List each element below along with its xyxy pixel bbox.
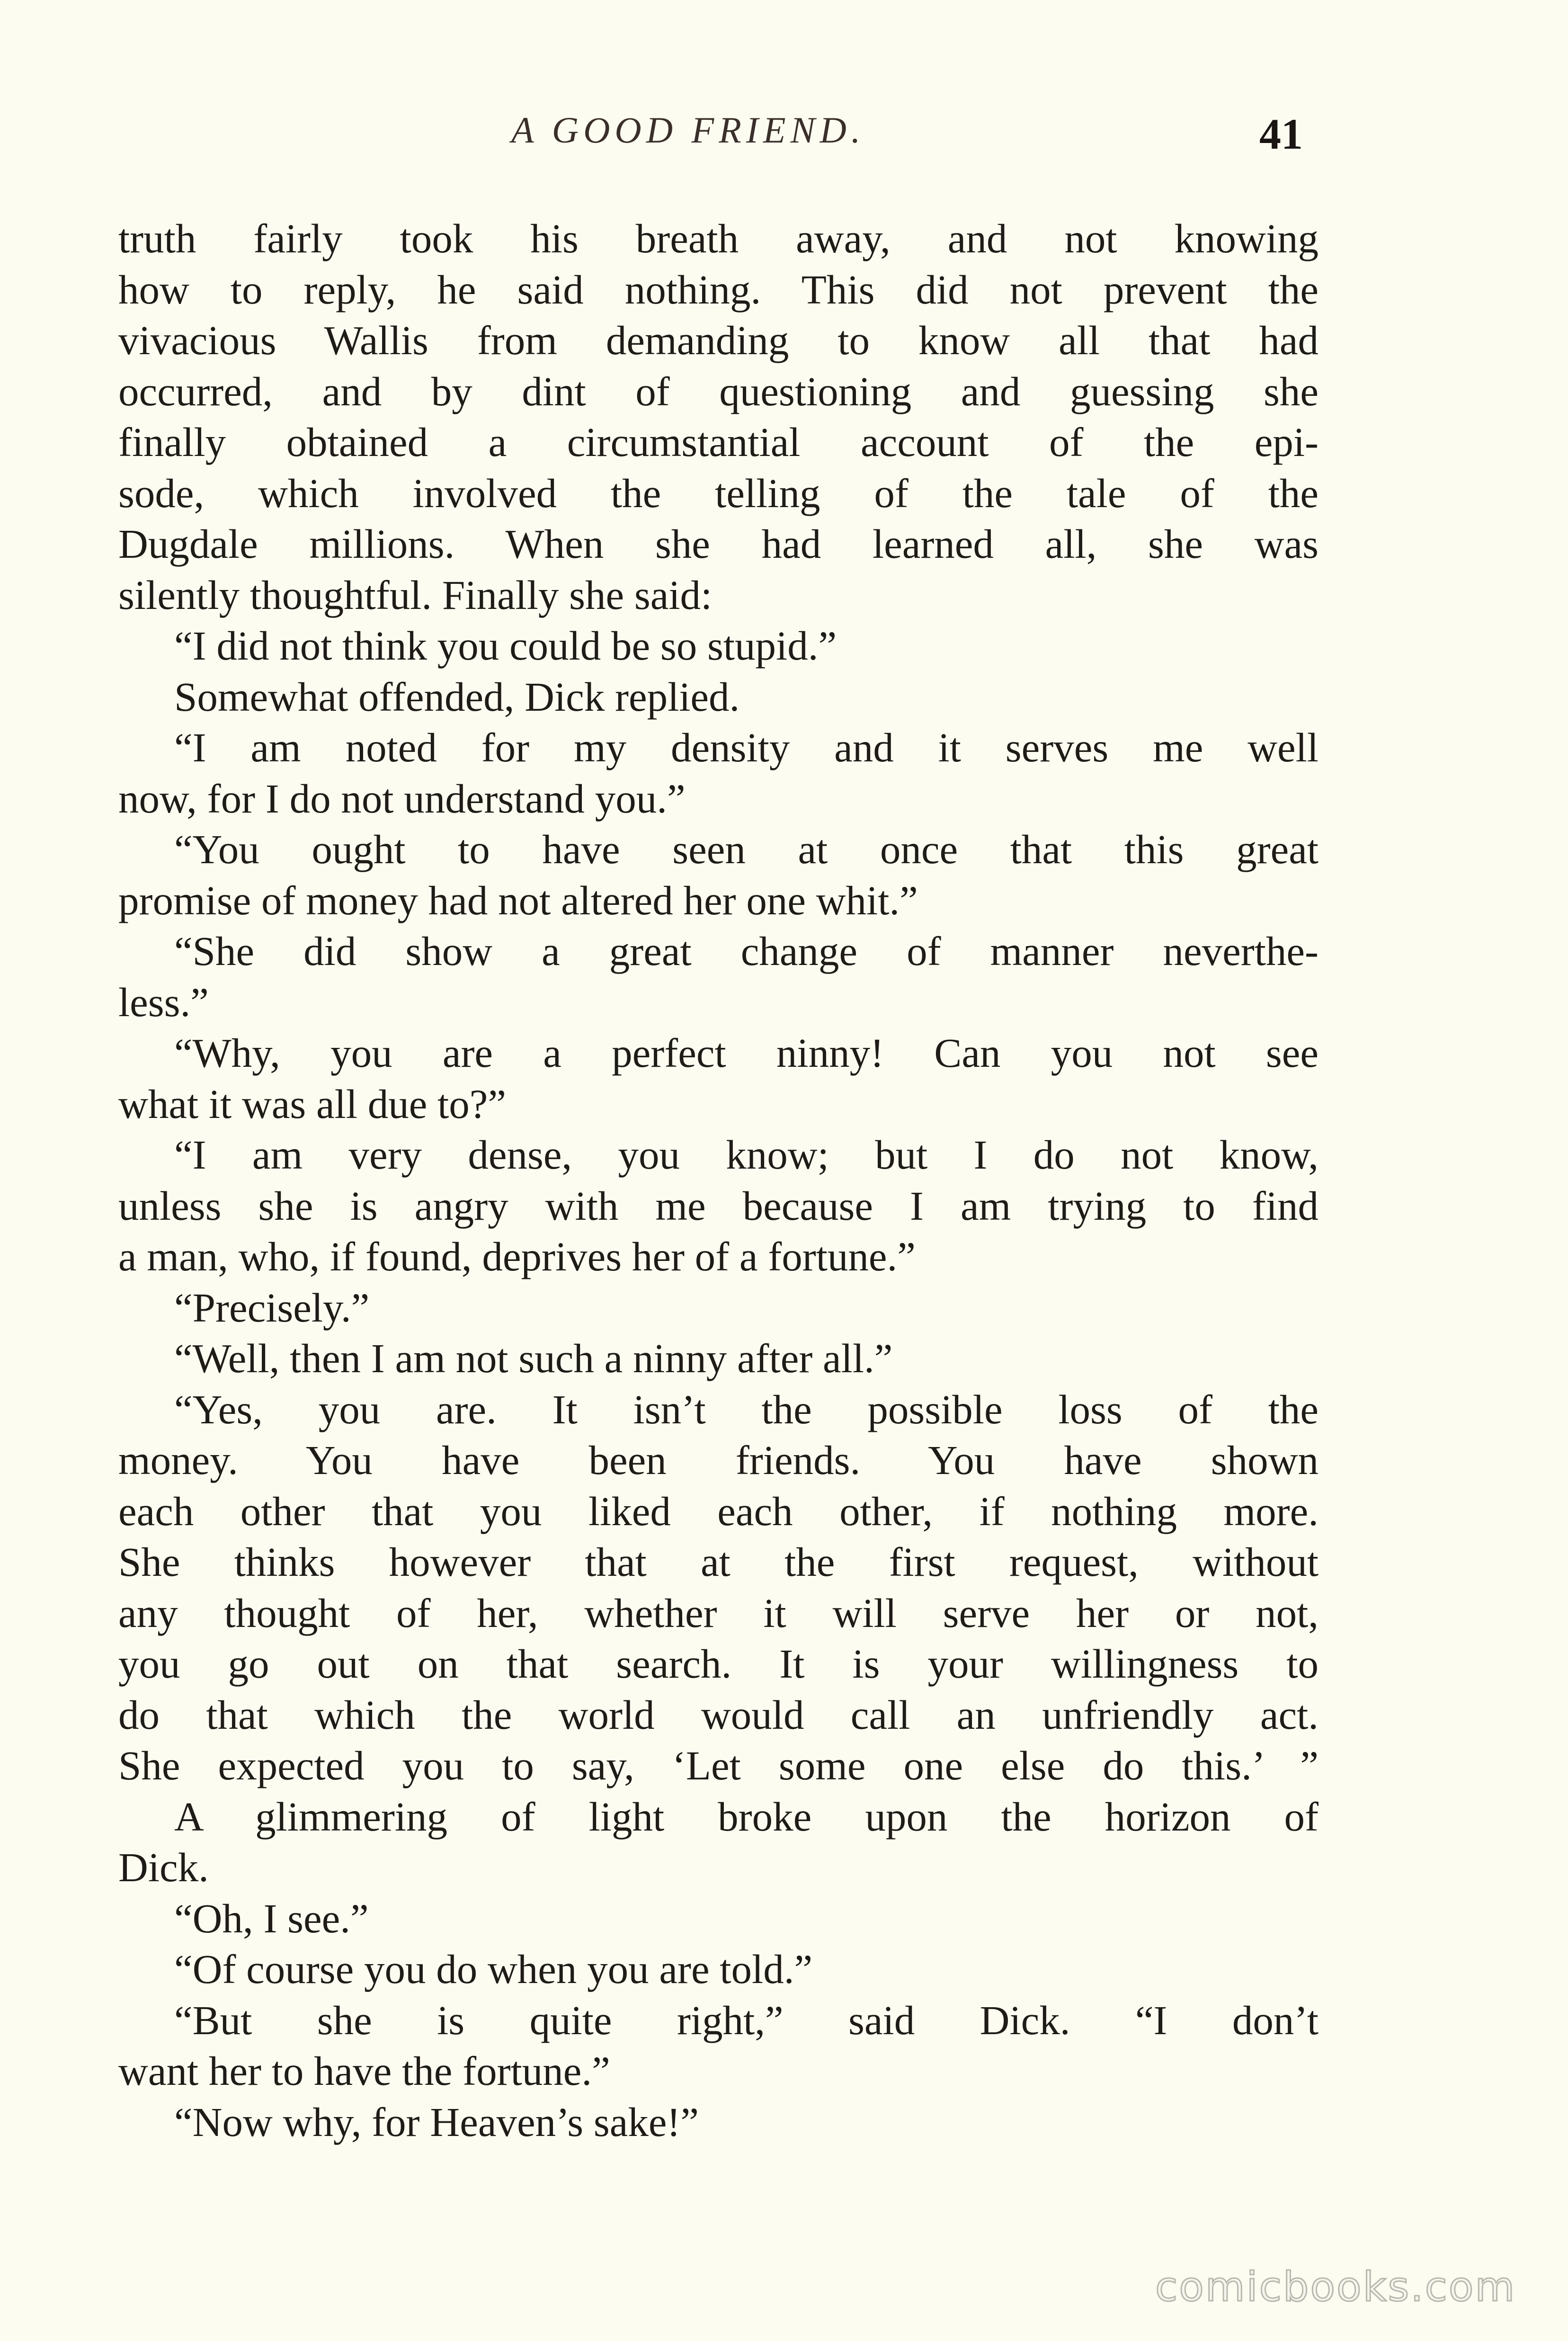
text-line: “Yes, you are. It isn’t the possible loss of the bbox=[174, 1386, 1319, 1432]
text-line: how to reply, he said nothing. This did not prevent the bbox=[118, 266, 1319, 313]
text-line: any thought of her, whether it will serve her or not, bbox=[118, 1590, 1319, 1636]
text-line: “But she is quite right,” said Dick. “I don’t bbox=[174, 1997, 1319, 2043]
text-line: A glimmering of light broke upon the horizon of bbox=[174, 1793, 1319, 1840]
text-line: “Now why, for Heaven’s sake!” bbox=[174, 2099, 699, 2145]
page-number: 41 bbox=[1259, 110, 1303, 158]
text-line: each other that you liked each other, if nothing more. bbox=[118, 1488, 1319, 1534]
text-line: She expected you to say, ‘Let some one else do this.’ ” bbox=[118, 1742, 1319, 1788]
text-line: “I did not think you could be so stupid.” bbox=[174, 623, 837, 669]
text-line: finally obtained a circumstantial account of the epi- bbox=[118, 419, 1319, 465]
text-line: what it was all due to?” bbox=[118, 1081, 506, 1127]
text-line: silently thoughtful. Finally she said: bbox=[118, 572, 713, 618]
text-line: Somewhat offended, Dick replied. bbox=[174, 673, 740, 720]
text-line: “Of course you do when you are told.” bbox=[174, 1946, 813, 1992]
text-line: vivacious Wallis from demanding to know all that had bbox=[118, 317, 1319, 363]
text-line: less.” bbox=[118, 979, 209, 1025]
body-text bbox=[118, 213, 1319, 2147]
text-line: occurred, and by dint of questioning and guessing she bbox=[118, 368, 1319, 414]
text-line: truth fairly took his breath away, and not knowing bbox=[118, 215, 1319, 261]
text-line: “Oh, I see.” bbox=[174, 1895, 369, 1941]
text-line: “She did show a great change of manner neverthe- bbox=[174, 928, 1319, 974]
text-line: “Precisely.” bbox=[174, 1284, 370, 1331]
text-line: “I am very dense, you know; but I do not know, bbox=[174, 1132, 1319, 1178]
text-line: “Well, then I am not such a ninny after all.” bbox=[174, 1335, 893, 1381]
text-line: do that which the world would call an unfriendly act. bbox=[118, 1691, 1319, 1738]
running-title: A GOOD FRIEND. bbox=[511, 109, 865, 151]
text-line: She thinks however that at the first request, without bbox=[118, 1539, 1319, 1585]
text-line: want her to have the fortune.” bbox=[118, 2048, 610, 2094]
text-line: you go out on that search. It is your willingness to bbox=[118, 1641, 1319, 1687]
page-header bbox=[0, 109, 1568, 170]
text-line: “Why, you are a perfect ninny! Can you not see bbox=[174, 1030, 1319, 1076]
text-line: a man, who, if found, deprives her of a fortune.” bbox=[118, 1233, 916, 1279]
text-line: now, for I do not understand you.” bbox=[118, 775, 686, 822]
text-line: promise of money had not altered her one whit.” bbox=[118, 877, 918, 923]
watermark: comicbooks.com bbox=[1155, 2263, 1516, 2311]
text-line: Dick. bbox=[118, 1844, 209, 1890]
text-line: Dugdale millions. When she had learned all, she was bbox=[118, 521, 1319, 567]
text-line: sode, which involved the telling of the tale of the bbox=[118, 470, 1319, 516]
text-line: money. You have been friends. You have shown bbox=[118, 1437, 1319, 1483]
text-line: unless she is angry with me because I am trying to find bbox=[118, 1182, 1319, 1229]
text-line: “You ought to have seen at once that this great bbox=[174, 826, 1319, 872]
text-line: “I am noted for my density and it serves me well bbox=[174, 724, 1319, 770]
